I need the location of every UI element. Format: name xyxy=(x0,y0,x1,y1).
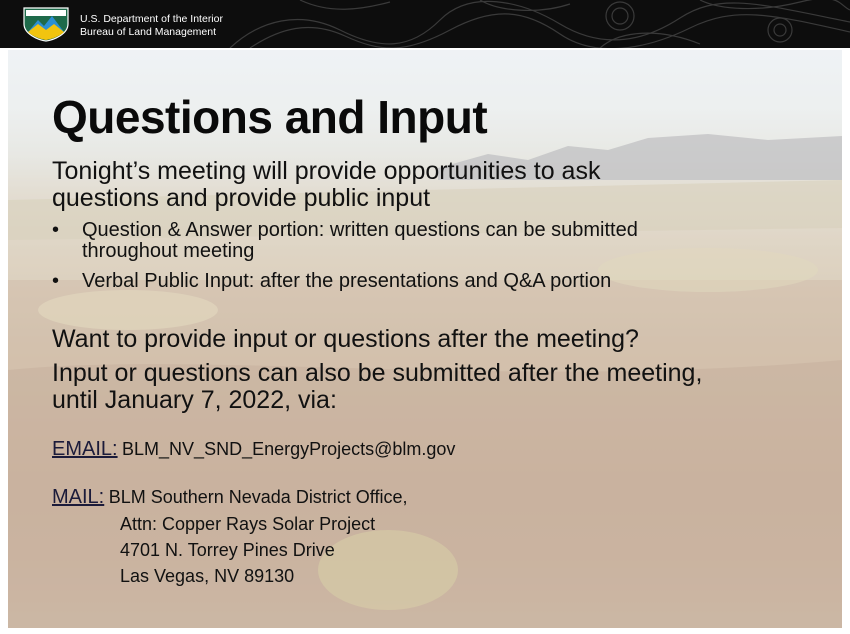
email-address-link[interactable]: BLM_NV_SND_EnergyProjects@blm.gov xyxy=(122,439,456,459)
bullet-verbal-line-1: Verbal Public Input: after the presentations and Q&A portion xyxy=(82,270,612,292)
mail-contact xyxy=(52,486,408,509)
email-contact xyxy=(52,438,455,461)
bullet-marker: • xyxy=(52,270,60,292)
intro-line-2: questions and provide public input xyxy=(52,184,431,212)
email-label: EMAIL: xyxy=(52,438,118,460)
bullet-qa-line-2: throughout meeting xyxy=(82,240,255,262)
bullet-item-verbal xyxy=(52,271,611,292)
bullet-item-qa xyxy=(52,220,638,262)
blm-logo-icon xyxy=(22,6,70,42)
submission-line-1: Input or questions can also be submitted after the meeting, xyxy=(52,359,703,387)
mail-address-line-1: BLM Southern Nevada District Office, xyxy=(108,487,408,507)
submission-line-2: until January 7, 2022, via: xyxy=(52,386,337,414)
bullet-marker: • xyxy=(52,219,60,241)
mail-address-line-4: Las Vegas, NV 89130 xyxy=(120,566,295,586)
intro-line-1: Tonight’s meeting will provide opportunities to ask xyxy=(52,157,601,185)
mail-address-line-3: 4701 N. Torrey Pines Drive xyxy=(120,540,335,560)
mail-address-line-2: Attn: Copper Rays Solar Project xyxy=(120,514,376,534)
slide-content xyxy=(8,50,842,628)
question-heading: Want to provide input or questions after the meeting? xyxy=(52,325,639,353)
agency-line-department: U.S. Department of the Interior xyxy=(80,13,223,25)
intro-text xyxy=(52,158,600,212)
header-bar xyxy=(0,0,850,48)
agency-line-bureau: Bureau of Land Management xyxy=(80,26,217,38)
agency-name xyxy=(80,13,223,39)
slide-title: Questions and Input xyxy=(52,91,488,143)
mail-label: MAIL: xyxy=(52,486,105,508)
bullet-qa-line-1: Question & Answer portion: written questions can be submitted xyxy=(82,219,638,241)
submission-info xyxy=(52,360,702,414)
